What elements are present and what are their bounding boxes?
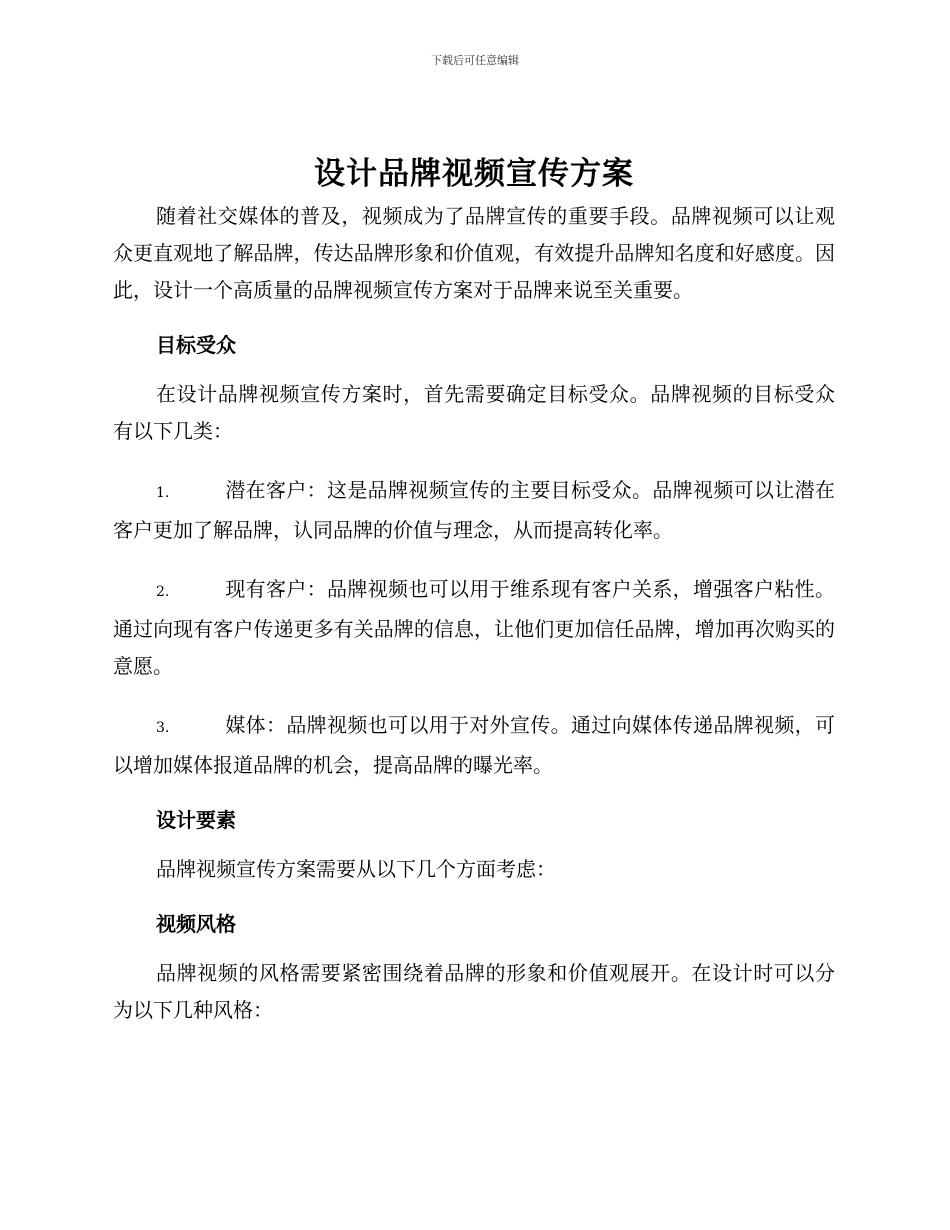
- spacer: [113, 888, 835, 910]
- section-heading-design: 设计要素: [156, 808, 236, 832]
- section-heading-audience: 目标受众: [156, 333, 236, 357]
- list-item: [113, 571, 835, 685]
- list-number: 3.: [156, 720, 170, 736]
- list-item: [113, 472, 835, 549]
- spacer: [113, 359, 835, 376]
- spacer: [113, 309, 835, 331]
- list-item-text: 媒体：品牌视频也可以用于对外宣传。通过向媒体传递品牌视频，可以增加媒体报道品牌的机会，提高品牌的曝光率。: [113, 713, 835, 777]
- document-title: 设计品牌视频宣传方案: [314, 156, 634, 192]
- spacer: [113, 834, 835, 851]
- design-intro-paragraph: 品牌视频宣传方案需要从以下几个方面考虑：: [156, 857, 556, 881]
- list-number: 2.: [156, 584, 170, 600]
- list-number: 1.: [156, 485, 170, 501]
- list-item: [113, 707, 835, 784]
- section-heading-style: 视频风格: [156, 912, 236, 936]
- list-item-text: 现有客户：品牌视频也可以用于维系现有客户关系，增强客户粘性。通过向现有客户传递更多有关品牌的信息，让他们更加信任品牌，增加再次购买的意愿。: [113, 577, 835, 678]
- document-content: [113, 150, 835, 1029]
- spacer: [113, 549, 835, 571]
- audience-intro-paragraph: 在设计品牌视频宣传方案时，首先需要确定目标受众。品牌视频的目标受众有以下几类：: [113, 382, 835, 443]
- spacer: [113, 685, 835, 707]
- header-note: 下载后可任意编辑: [431, 54, 519, 67]
- spacer: [113, 784, 835, 806]
- spacer: [113, 938, 835, 955]
- list-item-text: 潜在客户：这是品牌视频宣传的主要目标受众。品牌视频可以让潜在客户更加了解品牌，认同品牌的价值与理念，从而提高转化率。: [113, 478, 835, 542]
- spacer: [113, 450, 835, 472]
- intro-paragraph: 随着社交媒体的普及，视频成为了品牌宣传的重要手段。品牌视频可以让观众更直观地了解品牌，传达品牌形象和价值观，有效提升品牌知名度和好感度。因此，设计一个高质量的品牌视频宣传方案对于品牌来说至关重要。: [113, 204, 835, 302]
- style-intro-paragraph: 品牌视频的风格需要紧密围绕着品牌的形象和价值观展开。在设计时可以分为以下几种风格：: [113, 961, 835, 1022]
